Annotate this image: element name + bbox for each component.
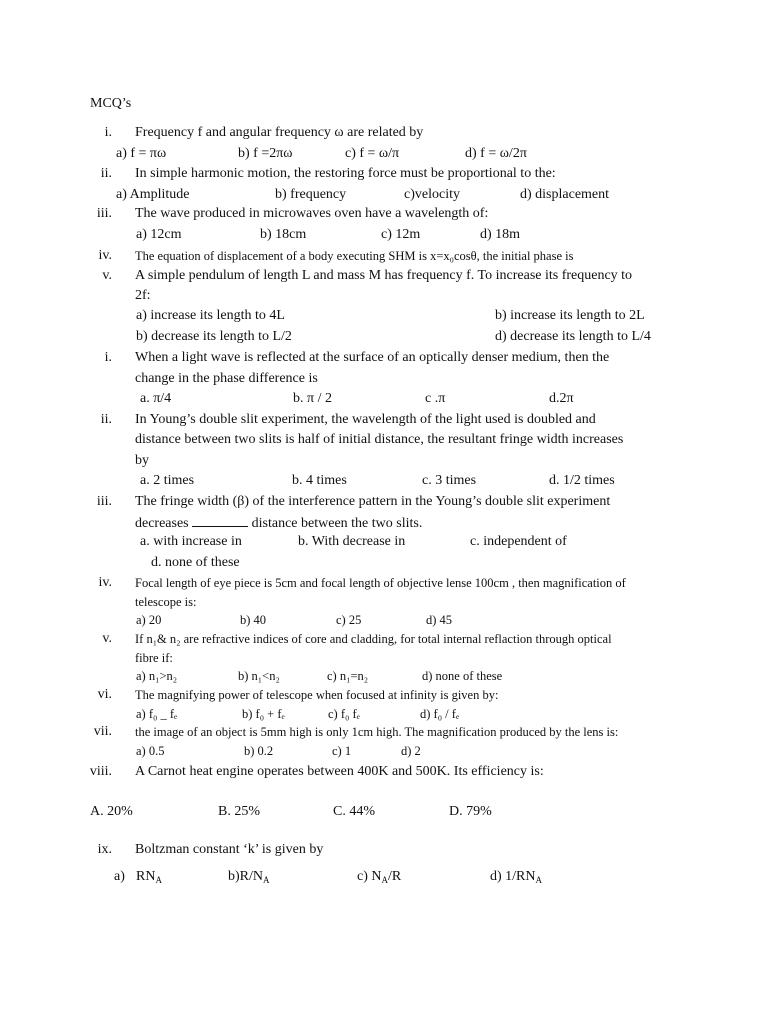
option-d: d) $1/RN_A$	[490, 869, 542, 885]
option-a: a) Amplitude	[116, 187, 190, 202]
option-b: b. 4 times	[292, 473, 347, 488]
question-text: The wave produced in microwaves oven have a wavelength of:	[135, 206, 489, 221]
question-text: When a light wave is reflected at the surface of an optically denser medium, then the	[135, 350, 610, 365]
option-b: B. 25%	[218, 804, 260, 819]
question-text-line	[135, 514, 422, 532]
option-d: d) f₀ / fₑ	[420, 707, 460, 721]
option-c: b) decrease its length to L/2	[136, 329, 292, 344]
option-c: c. 3 times	[422, 473, 477, 488]
option-c: c) 1	[332, 744, 352, 758]
question-text: the image of an object is 5mm high is only 1cm high. The magnification produced by the lens is:	[135, 725, 619, 739]
option-c: c) 25	[336, 613, 362, 627]
option-a: a) 12cm	[136, 227, 182, 242]
question-text: 2f:	[135, 288, 151, 303]
option-d: d) none of these	[422, 669, 503, 683]
question-text-post: distance between the two slits.	[251, 516, 423, 531]
question-text: In Young’s double slit experiment, the wavelength of the light used is doubled and	[135, 412, 596, 427]
option-d: d) f = ω/2π	[465, 146, 527, 161]
option-a: a. with increase in	[140, 534, 242, 549]
question-text: The equation of displacement of a body executing SHM is x=x₀cosθ, the initial phase is	[135, 249, 574, 263]
option-b: b. π / 2	[293, 391, 332, 406]
question-text-pre: decreases	[135, 516, 189, 531]
question-number: iii.	[96, 206, 112, 221]
option-c: C. 44%	[333, 804, 375, 819]
option-a: a) 20	[136, 613, 162, 627]
option-c: c .π	[425, 391, 446, 406]
question-number: iv.	[98, 248, 112, 263]
question-number: ii.	[100, 412, 112, 427]
option-c: c) f = ω/π	[345, 146, 400, 161]
option-b: $b)R/N_A$	[228, 869, 270, 885]
option-a-label: a)	[114, 869, 125, 884]
option-c: c) f₀ fₑ	[328, 707, 360, 721]
option-b: b) 40	[240, 613, 267, 627]
option-b: b. With decrease in	[298, 534, 406, 549]
option-a: $RN_A$	[136, 869, 162, 885]
option-b: b) f =2πω	[238, 146, 293, 161]
option-d: d) 2	[401, 744, 421, 758]
question-text: Focal length of eye piece is 5cm and focal length of objective lense 100cm , then magnification of	[135, 576, 626, 590]
option-a: a) f₀ _ fₑ	[136, 707, 178, 721]
question-number: i.	[104, 350, 112, 365]
option-c: c. independent of	[470, 534, 567, 549]
option-d: d) displacement	[520, 187, 610, 202]
question-number: vi.	[97, 687, 112, 702]
question-text: by	[135, 453, 149, 468]
option-c: c) 12m	[381, 227, 421, 242]
question-text: Frequency f and angular frequency ω are related by	[135, 125, 424, 140]
option-d: d. 1/2 times	[549, 473, 615, 488]
option-b: b) 0.2	[244, 744, 274, 758]
option-a: a) f = πω	[116, 146, 167, 161]
question-text: change in the phase difference is	[135, 371, 318, 386]
question-number: viii.	[89, 764, 112, 779]
option-c: c) $N_A/R$	[357, 869, 402, 885]
option-b: b) 18cm	[260, 227, 307, 242]
question-text: telescope is:	[135, 595, 197, 609]
option-d: d.2π	[549, 391, 574, 406]
question-text: The fringe width (β) of the interference pattern in the Young’s double slit experiment	[135, 494, 611, 509]
question-number: ix.	[97, 842, 112, 857]
option-b: b) frequency	[275, 187, 347, 202]
question-number: vii.	[93, 724, 112, 739]
option-b: b) increase its length to 2L	[495, 308, 645, 323]
question-number: iv.	[98, 575, 112, 590]
question-text: distance between two slits is half of initial distance, the resultant fringe width increases	[135, 432, 624, 447]
option-a: a. π/4	[140, 391, 172, 406]
option-a: A. 20%	[90, 804, 133, 819]
question-text: A Carnot heat engine operates between 400K and 500K. Its efficiency is:	[135, 764, 544, 779]
option-d: d) decrease its length to L/4	[495, 329, 651, 344]
option-b: b) n₁<n₂	[238, 669, 280, 683]
question-number: v.	[102, 631, 112, 646]
option-a: a) n₁>n₂	[136, 669, 178, 683]
option-d: d. none of these	[151, 555, 240, 570]
option-b: b) f₀ + fₑ	[242, 707, 285, 721]
question-text: A simple pendulum of length L and mass M has frequency f. To increase its frequency to	[135, 268, 633, 283]
page-heading: MCQ’s	[90, 96, 132, 111]
question-number: v.	[102, 268, 112, 283]
fill-in-blank	[192, 514, 248, 527]
option-c: c) n₁=n₂	[327, 669, 369, 683]
option-a: a) increase its length to 4L	[136, 308, 285, 323]
question-number: ii.	[100, 166, 112, 181]
question-text: The magnifying power of telescope when focused at infinity is given by:	[135, 688, 499, 702]
question-text: If n₁& n₂ are refractive indices of core and cladding, for total internal reflaction through optical	[135, 632, 612, 646]
option-a: a. 2 times	[140, 473, 195, 488]
option-a: a) 0.5	[136, 744, 165, 758]
question-number: i.	[104, 125, 112, 140]
option-c: c)velocity	[404, 187, 460, 202]
question-text: Boltzman constant ‘k’ is given by	[135, 842, 324, 857]
question-text: fibre if:	[135, 651, 173, 665]
option-d: D. 79%	[449, 804, 492, 819]
question-text: In simple harmonic motion, the restoring force must be proportional to the:	[135, 166, 556, 181]
option-d: d) 18m	[480, 227, 521, 242]
question-number: iii.	[96, 494, 112, 509]
option-d: d) 45	[426, 613, 453, 627]
